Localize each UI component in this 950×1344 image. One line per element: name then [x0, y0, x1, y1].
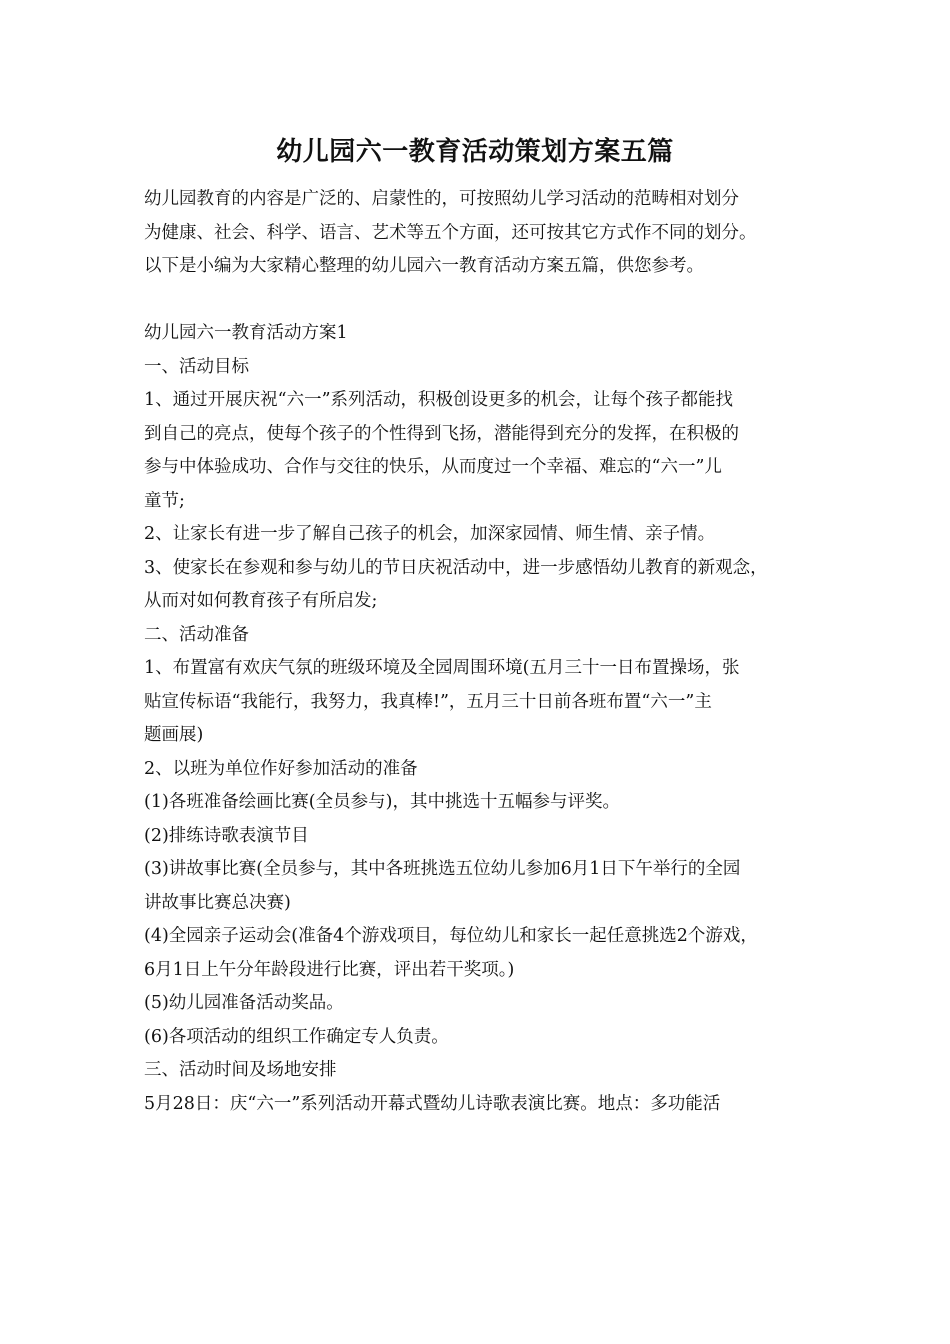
body-line: (6)各项活动的组织工作确定专人负责。 — [144, 1026, 449, 1047]
body-line: (5)幼儿园准备活动奖品。 — [144, 993, 344, 1013]
body-line: 5月28日：庆“六一”系列活动开幕式暨幼儿诗歌表演比赛。地点：多功能活 — [144, 1093, 721, 1114]
intro-line: 为健康、社会、科学、语言、艺术等五个方面，还可按其它方式作不同的划分。 — [144, 222, 757, 243]
body-line: 2、让家长有进一步了解自己孩子的机会，加深家园情、师生情、亲子情。 — [144, 524, 716, 544]
body-line: 1、布置富有欢庆气氛的班级环境及全园周围环境(五月三十一日布置操场，张 — [144, 658, 740, 678]
body-line: 题画展) — [144, 725, 204, 745]
subsection-heading: 三、活动时间及场地安排 — [144, 1060, 337, 1080]
intro-line: 幼儿园教育的内容是广泛的、启蒙性的，可按照幼儿学习活动的范畴相对划分 — [144, 189, 739, 209]
document-content — [144, 183, 820, 1121]
body-line: 贴宣传标语“我能行，我努力，我真棒!”，五月三十日前各班布置“六一”主 — [144, 691, 712, 712]
intro-line: 以下是小编为大家精心整理的幼儿园六一教育活动方案五篇，供您参考。 — [144, 256, 704, 276]
body-line: 参与中体验成功、合作与交往的快乐，从而度过一个幸福、难忘的“六一”儿 — [144, 457, 722, 477]
body-line: (1)各班准备绘画比赛(全员参与)，其中挑选十五幅参与评奖。 — [144, 792, 620, 812]
subsection-heading: 一、活动目标 — [144, 356, 249, 377]
subsection-heading: 二、活动准备 — [144, 624, 249, 645]
body-line: 童节; — [144, 490, 185, 511]
body-line: 2、以班为单位作好参加活动的准备 — [144, 758, 418, 779]
section-heading: 幼儿园六一教育活动方案1 — [144, 323, 348, 343]
paragraph-spacer — [144, 284, 820, 318]
body-line: (3)讲故事比赛(全员参与，其中各班挑选五位幼儿参加6月1日下午举行的全园 — [144, 859, 741, 879]
body-line: 讲故事比赛总决赛) — [144, 892, 291, 913]
body-line: (2)排练诗歌表演节目 — [144, 825, 309, 846]
body-line: 从而对如何教育孩子有所启发; — [144, 591, 378, 611]
body-line: 1、通过开展庆祝“六一”系列活动，积极创设更多的机会，让每个孩子都能找 — [144, 390, 734, 410]
body-text — [144, 317, 820, 1121]
body-line: 3、使家长在参观和参与幼儿的节日庆祝活动中，进一步感悟幼儿教育的新观念， — [144, 557, 768, 578]
body-line: (4)全园亲子运动会(准备4个游戏项目，每位幼儿和家长一起任意挑选2个游戏， — [144, 926, 758, 946]
body-line: 到自己的亮点，使每个孩子的个性得到飞扬，潜能得到充分的发挥，在积极的 — [144, 423, 739, 444]
document-title: 幼儿园六一教育活动策划方案五篇 — [276, 137, 674, 167]
body-line: 6月1日上午分年龄段进行比赛，评出若干奖项。) — [144, 959, 515, 980]
intro-paragraph — [144, 183, 820, 284]
